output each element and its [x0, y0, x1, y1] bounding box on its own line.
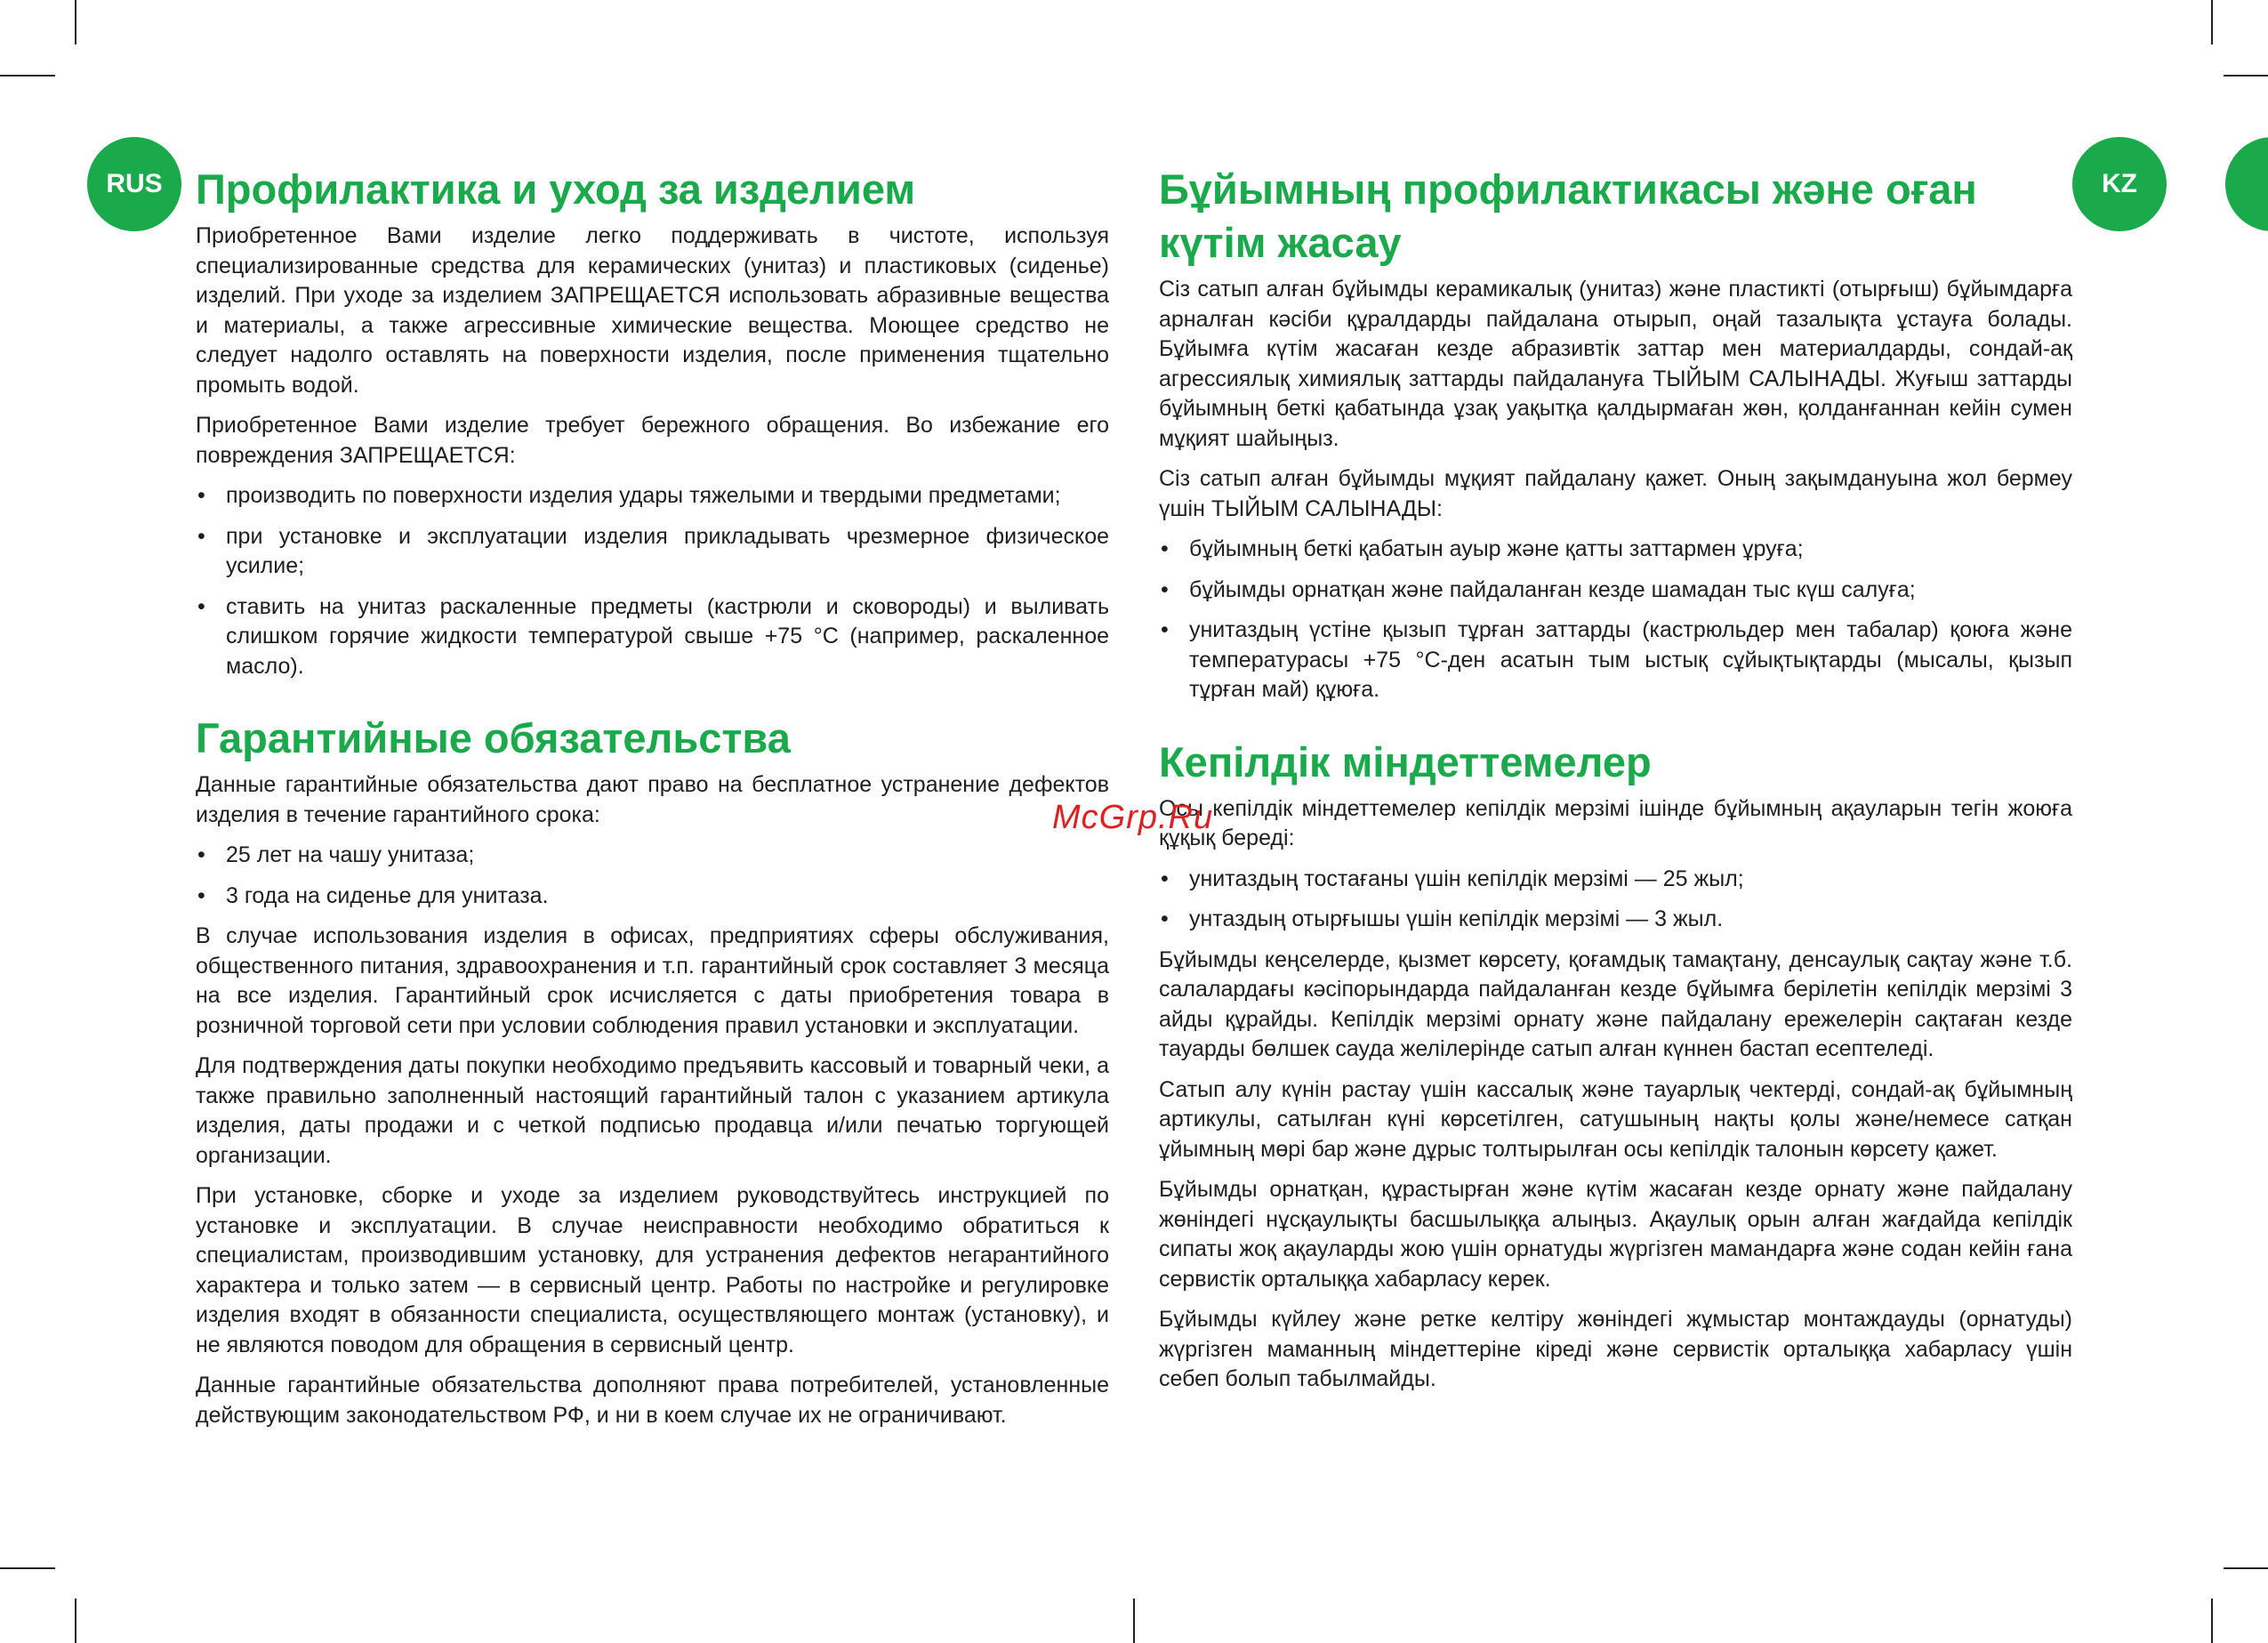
section-title-care: Профилактика и уход за изделием [196, 165, 916, 213]
list-item: • при установке и эксплуатации изделия прикладывать чрезмерное физическое усилие; [196, 522, 1109, 582]
column-rus [196, 163, 1109, 1441]
crop-mark [75, 0, 76, 44]
paragraph: Приобретенное Вами изделие легко поддерживать в чистоте, используя специализированные средства для керамических (унитаз) и пластиковых (сиденье) изделий. При уходе за изделием ЗАПРЕЩАЕТСЯ использовать абразивные вещества и материалы, а также агрессивные химические вещества. Моющее средство не следует надолго оставлять на поверхности изделия, после применения тщательно промыть водой. [196, 223, 1109, 398]
paragraph: Сіз сатып алған бұйымды керамикалық (унитаз) және пластикті (отырғыш) бұйымдарға арналған кәсіби құралдарды пайдалана отырып, оңай тазалықта ұстауға болады. Бұйымға күтім жасаған кезде абразивтік заттар мен материалдарды, сондай-ақ агрессиялық химиялық заттарды пайдалануға ТЫЙЫМ САЛЫНАДЫ. Жуғыш заттарды бұйымның беткі қабатында ұзақ уақытқа қалдырмаған жөн, қолданғаннан кейін сумен мұқият шайыңыз. [1159, 277, 2072, 451]
section-title-care: Бұйымның профилактикасы және оған күтім жасау [1159, 165, 1977, 266]
paragraph: Для подтверждения даты покупки необходимо предъявить кассовый и товарный чеки, а также правильно заполненный настоящий гарантийный талон с указанием артикула изделия, даты продажи и с четкой подписью продавца и/или печатью торгующей организации. [196, 1053, 1109, 1168]
warranty-list [1159, 865, 2072, 935]
paragraph: Приобретенное Вами изделие требует бережного обращения. Во избежание его повреждения ЗАПРЕЩАЕТСЯ: [196, 413, 1109, 468]
paragraph: Бұйымды кеңселерде, қызмет көрсету, қоғамдық тамақтану, денсаулық сақтау және т.б. салалардағы кәсіпорындарда пайдаланған кезде бұйымға берілетін кепілдік мерзімі 3 айды құрайды. Кепілдік мерзімі орнату және пайдалану ережелерін сақтаған кезде тауарды бөлшек сауда желілерінде сатып алған күннен бастап есептеледі. [1159, 946, 2072, 1061]
crop-mark [2224, 1567, 2268, 1569]
crop-mark [2211, 1599, 2213, 1643]
paragraph: В случае использования изделия в офисах, предприятиях сферы обслуживания, общественного питания, здравоохранения и т.п. гарантийный срок составляет 3 месяца на все изделия. Гарантийный срок исчисляется с даты приобретения товара в розничной торговой сети при условии соблюдения правил установки и эксплуатации. [196, 923, 1109, 1038]
paragraph: Данные гарантийные обязательства дополняют права потребителей, установленные действующим законодательством РФ, и ни в коем случае их не ограничивают. [196, 1373, 1109, 1428]
paragraph: Бұйымды күйлеу және ретке келтіру жөніндегі жұмыстар монтаждауды (орнатуды) жүргізген маманның міндеттеріне кіреді және сервистік орталыққа хабарласу үшін себеп болып табылмайды. [1159, 1307, 2072, 1391]
section-title-warranty: Гарантийные обязательства [196, 714, 791, 761]
warranty-list [196, 841, 1109, 911]
language-badge-kz: KZ [2072, 137, 2167, 231]
crop-mark [75, 1599, 76, 1643]
list-item: • унитаздың тостағаны үшін кепілдік мерзімі — 25 жыл; [1159, 865, 2072, 895]
crop-mark [0, 75, 55, 77]
list-item: • ставить на унитаз раскаленные предметы (кастрюли и сковороды) и выливать слишком горячие жидкости температурой свыше +75 °С (например, раскаленное масло). [196, 592, 1109, 682]
paragraph: Сіз сатып алған бұйымды мұқият пайдалану қажет. Оның зақымдануына жол бермеу үшін ТЫЙЫМ САЛЫНАДЫ: [1159, 466, 2072, 521]
language-badge-rus: RUS [87, 137, 181, 231]
paragraph: Сатып алу күнін растау үшін кассалық және тауарлық чектерді, сондай-ақ бұйымның артикулы, сатылған күні көрсетілген, сатушының нақты қолы және/немесе сатқан ұйымның мөрі бар және дұрыс толтырылған осы кепілдік талонын көрсету қажет. [1159, 1076, 2072, 1162]
paragraph: Осы кепілдік міндеттемелер кепілдік мерзімі ішінде бұйымның ақауларын тегін жоюға құқық береді: [1159, 795, 2072, 850]
crop-mark [0, 1567, 55, 1569]
list-item: • 3 года на сиденье для унитаза. [196, 882, 1109, 912]
list-item: • бұйымды орнатқан және пайдаланған кезде шамадан тыс күш салуға; [1159, 576, 2072, 606]
column-kz [1159, 163, 2072, 1405]
watermark: McGrp.Ru [1052, 799, 1214, 836]
list-item: • унитаздың үстіне қызып тұрған заттарды (кастрюльдер мен табалар) қоюға және температурасы +75 °С-ден асатын тым ыстық сұйықтықтарды (мысалы, қызып тұрған май) құюға. [1159, 616, 2072, 705]
section-title-warranty: Кепілдік міндеттемелер [1159, 737, 1652, 785]
list-item: • 25 лет на чашу унитаза; [196, 841, 1109, 871]
paragraph: Бұйымды орнатқан, құрастырған және күтім жасаған кезде орнату және пайдалану жөніндегі нұсқаулықты басшылыққа алыңыз. Ақаулық орын алған жағдайда кепілдік сипаты жоқ ақауларды жою үшін орнатуды жүргізген мамандарға және содан кейін ғана сервистік орталыққа хабарласу керек. [1159, 1177, 2072, 1292]
crop-mark [2211, 0, 2213, 44]
prohibited-list [1159, 535, 2072, 705]
list-item: • производить по поверхности изделия удары тяжелыми и твердыми предметами; [196, 481, 1109, 511]
next-page-badge-edge [2225, 137, 2268, 231]
paragraph: При установке, сборке и уходе за изделием руководствуйтесь инструкцией по установке и эксплуатации. В случае неисправности необходимо обратиться к специалистам, производившим установку, для устранения дефектов негарантийного характера и только затем — в сервисный центр. Работы по настройке и регулировке изделия входят в обязанности специалиста, осуществляющего монтаж (установку), и не являются поводом для обращения в сервисный центр. [196, 1183, 1109, 1357]
gutter-mark [1133, 1599, 1135, 1643]
prohibited-list [196, 481, 1109, 681]
crop-mark [2224, 75, 2268, 77]
list-item: • бұйымның беткі қабатын ауыр және қатты заттармен ұруға; [1159, 535, 2072, 565]
list-item: • унтаздың отырғышы үшін кепілдік мерзімі — 3 жыл. [1159, 905, 2072, 935]
paragraph: Данные гарантийные обязательства дают право на бесплатное устранение дефектов изделия в течение гарантийного срока: [196, 772, 1109, 827]
